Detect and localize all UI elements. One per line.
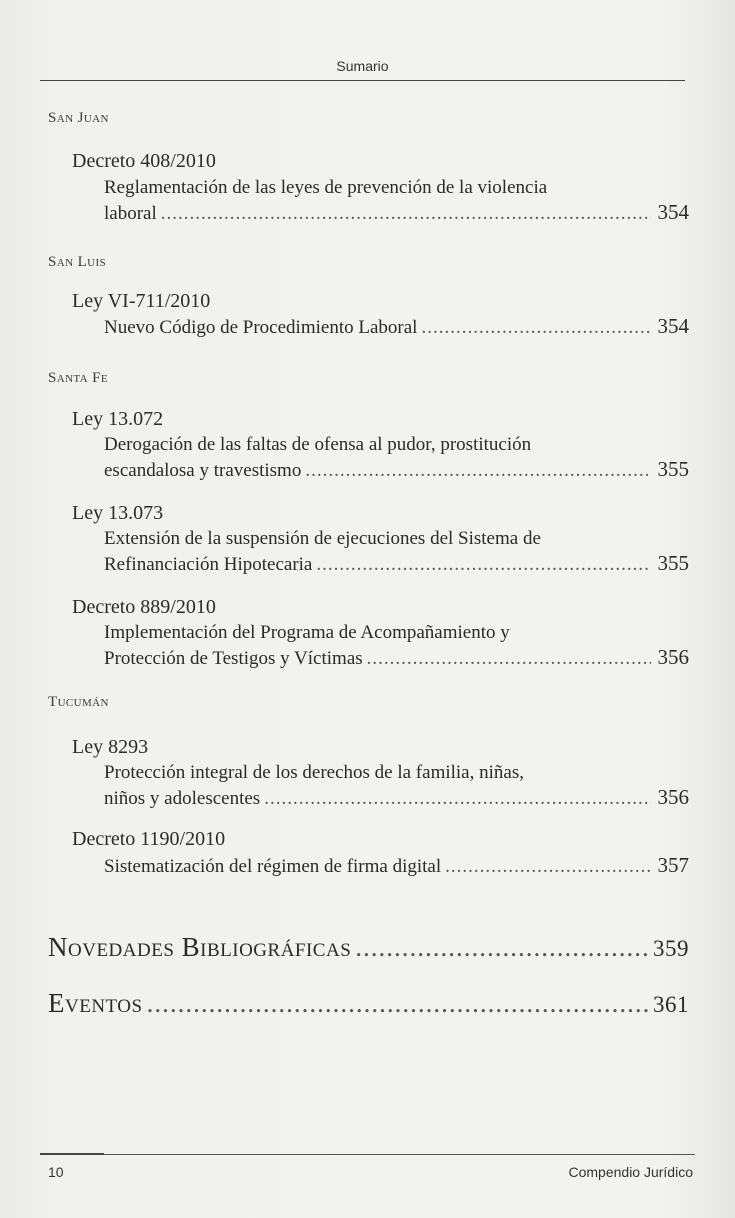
law-title-decreto-1190: Decreto 1190/2010: [72, 828, 226, 850]
dot-leader: [445, 854, 651, 879]
toc-eventos[interactable]: [48, 988, 689, 1019]
law-title-ley-vi-711: Ley VI-711/2010: [72, 290, 211, 312]
entry-text: Reglamentación de las leyes de prevención de la violencia: [104, 177, 548, 198]
entry-text: Derogación de las faltas de ofensa al pudor, prostitución: [104, 434, 532, 455]
law-title-ley-8293: Ley 8293: [72, 736, 149, 758]
entry-text: laboral: [104, 203, 157, 224]
law-title-ley-13073: Ley 13.073: [72, 502, 164, 524]
section-santa-fe: Santa Fe: [48, 370, 109, 386]
dot-leader: [355, 932, 649, 963]
entry-text: Refinanciación Hipotecaria: [104, 554, 313, 575]
toc-entry-decreto-1190[interactable]: [104, 853, 689, 879]
law-title-decreto-889: Decreto 889/2010: [72, 596, 216, 618]
dot-leader: [367, 646, 651, 671]
dot-leader: [421, 315, 651, 340]
entry-text: Protección integral de los derechos de la familia, niñas,: [104, 762, 524, 783]
page-number: 359: [653, 936, 689, 961]
footer-rule-accent: [40, 1153, 104, 1155]
toc-entry-ley-13072[interactable]: [104, 432, 689, 483]
major-section-title: Eventos: [48, 988, 143, 1018]
toc-entry-ley-8293[interactable]: [104, 760, 689, 811]
header-rule: [40, 80, 685, 81]
toc-entry-decreto-889[interactable]: [104, 620, 689, 671]
toc-entry-ley-vi-711[interactable]: [104, 314, 689, 340]
section-tucuman: Tucumán: [48, 694, 109, 710]
dot-leader: [316, 552, 651, 577]
entry-text: Sistematización del régimen de firma digital: [104, 856, 442, 877]
dot-leader: [161, 201, 651, 226]
page-number: 356: [657, 645, 689, 669]
page-number: 355: [657, 457, 689, 481]
page-number: 355: [657, 551, 689, 575]
dot-leader: [264, 786, 651, 811]
page-number: 354: [657, 314, 689, 338]
toc-entry-ley-13073[interactable]: [104, 526, 689, 577]
toc-entry-decreto-408[interactable]: [104, 175, 689, 226]
page-number: 354: [657, 200, 689, 224]
footer-rule: [104, 1154, 695, 1155]
dot-leader: [147, 988, 649, 1019]
dot-leader: [305, 458, 651, 483]
section-san-luis: San Luis: [48, 254, 107, 270]
law-title-ley-13072: Ley 13.072: [72, 408, 164, 430]
page-number: 356: [657, 785, 689, 809]
entry-text: Protección de Testigos y Víctimas: [104, 648, 363, 669]
entry-text: Nuevo Código de Procedimiento Laboral: [104, 317, 418, 338]
page-number: 361: [653, 992, 689, 1017]
entry-text: niños y adolescentes: [104, 788, 261, 809]
entry-text: escandalosa y travestismo: [104, 460, 302, 481]
entry-text: Implementación del Programa de Acompañamiento y: [104, 622, 510, 643]
book-title: Compendio Jurídico: [568, 1164, 693, 1180]
page-number: 357: [657, 853, 689, 877]
entry-text: Extensión de la suspensión de ejecuciones del Sistema de: [104, 528, 541, 549]
page-folio: 10: [48, 1164, 64, 1180]
section-san-juan: San Juan: [48, 110, 109, 126]
major-section-title: Novedades Bibliográficas: [48, 932, 352, 962]
law-title-decreto-408: Decreto 408/2010: [72, 150, 216, 172]
running-head: Sumario: [336, 58, 389, 74]
toc-novedades-bibliograficas[interactable]: [48, 932, 689, 963]
